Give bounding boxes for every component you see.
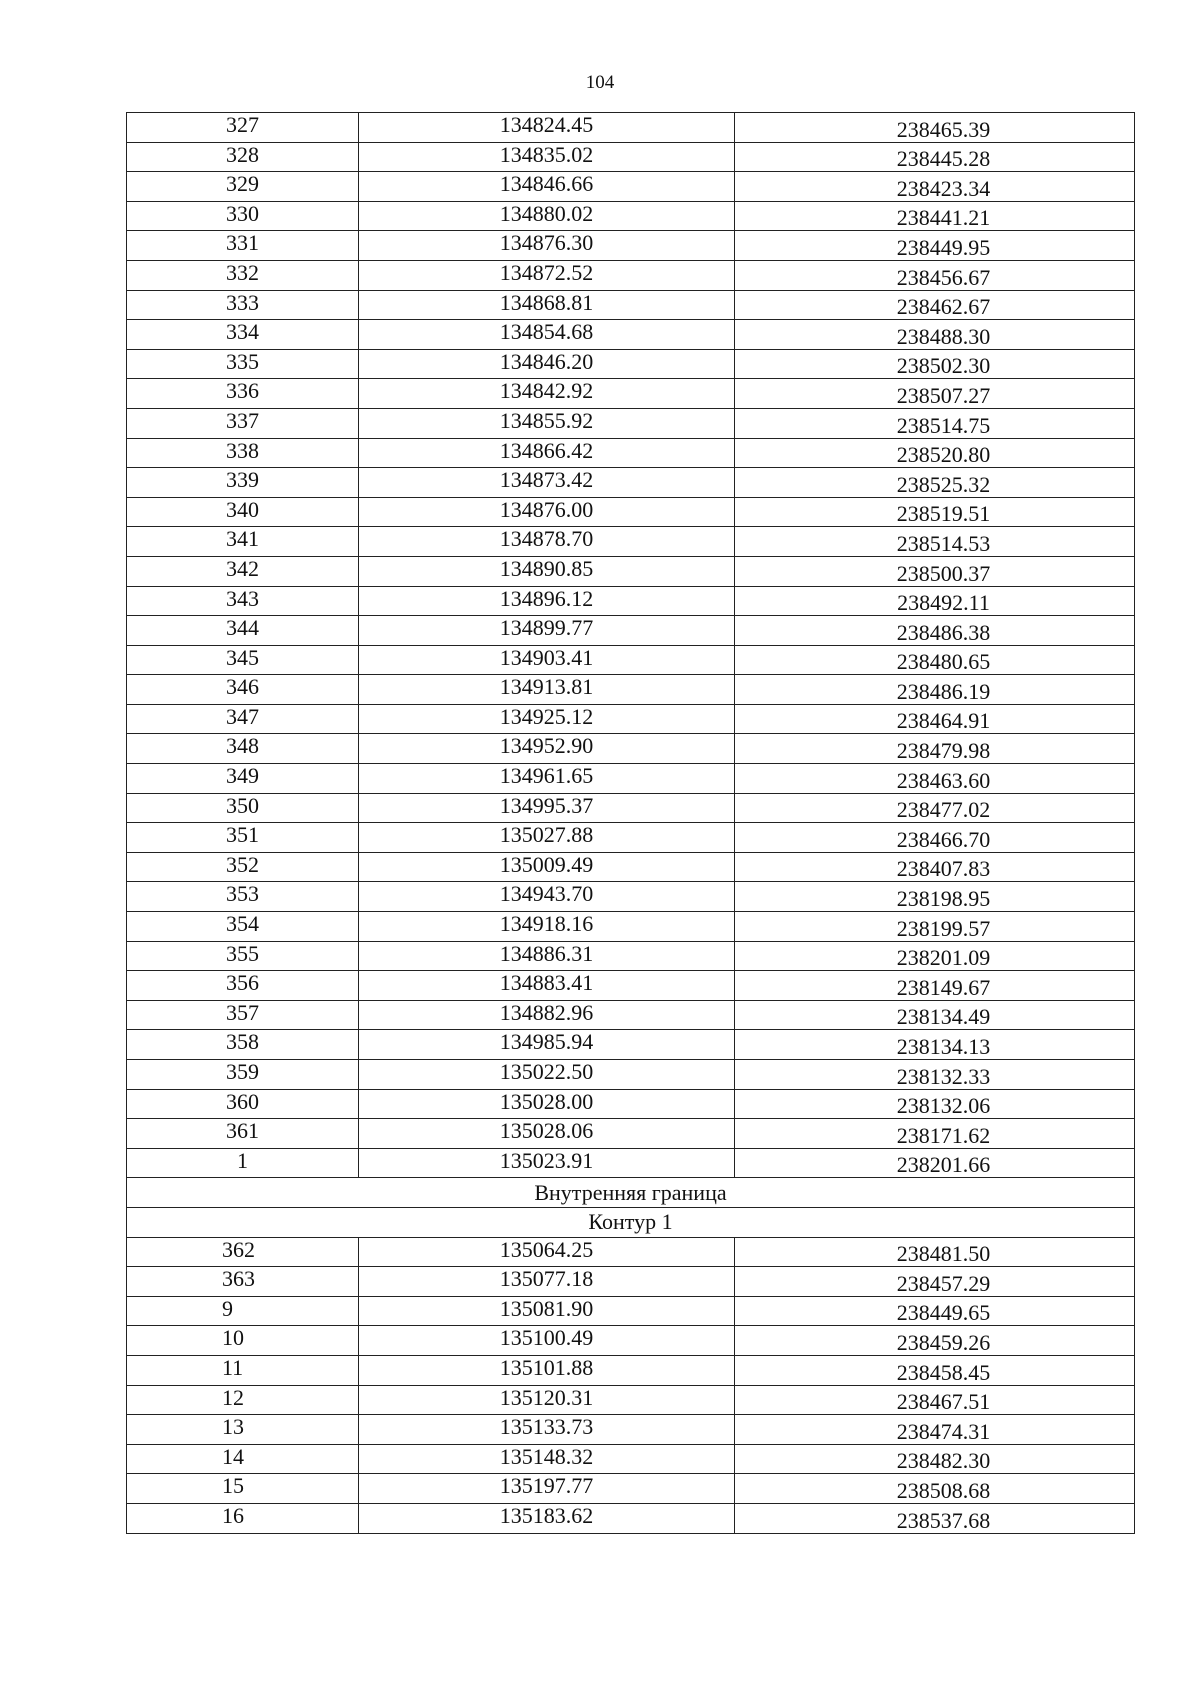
y-coordinate-cell bbox=[735, 1237, 1135, 1267]
point-number: 359 bbox=[127, 1060, 359, 1090]
point-number: 340 bbox=[127, 497, 359, 527]
y-coordinate-cell bbox=[735, 645, 1135, 675]
point-number: 363 bbox=[127, 1267, 359, 1297]
y-coordinate-cell bbox=[735, 882, 1135, 912]
y-coordinate: 238465.39 bbox=[896, 116, 991, 142]
x-coordinate: 135028.06 bbox=[359, 1119, 735, 1149]
y-coordinate-cell bbox=[735, 1385, 1135, 1415]
point-number: 343 bbox=[127, 586, 359, 616]
y-coordinate-cell bbox=[735, 408, 1135, 438]
y-coordinate: 238132.33 bbox=[896, 1063, 991, 1089]
table-row bbox=[127, 1089, 1135, 1119]
y-coordinate: 238514.53 bbox=[896, 530, 991, 556]
x-coordinate: 134846.66 bbox=[359, 172, 735, 202]
table-row bbox=[127, 1148, 1135, 1178]
section-header bbox=[127, 1178, 1135, 1237]
point-number: 347 bbox=[127, 704, 359, 734]
y-coordinate-cell bbox=[735, 1000, 1135, 1030]
y-coordinate: 238502.30 bbox=[896, 353, 991, 379]
table-row bbox=[127, 1385, 1135, 1415]
table-row bbox=[127, 497, 1135, 527]
page-number: 104 bbox=[585, 72, 615, 93]
x-coordinate: 135197.77 bbox=[359, 1474, 735, 1504]
x-coordinate: 134952.90 bbox=[359, 734, 735, 764]
point-number: 357 bbox=[127, 1000, 359, 1030]
y-coordinate: 238198.95 bbox=[896, 886, 991, 912]
x-coordinate: 134854.68 bbox=[359, 320, 735, 350]
y-coordinate: 238423.34 bbox=[896, 175, 991, 201]
table-row bbox=[127, 882, 1135, 912]
x-coordinate: 134873.42 bbox=[359, 468, 735, 498]
table-row bbox=[127, 941, 1135, 971]
y-coordinate-cell bbox=[735, 201, 1135, 231]
y-coordinate: 238477.02 bbox=[896, 797, 991, 823]
point-number: 351 bbox=[127, 823, 359, 853]
x-coordinate: 135120.31 bbox=[359, 1385, 735, 1415]
y-coordinate-cell bbox=[735, 1267, 1135, 1297]
y-coordinate-cell bbox=[735, 764, 1135, 794]
point-number: 336 bbox=[127, 379, 359, 409]
table-row bbox=[127, 379, 1135, 409]
point-number: 330 bbox=[127, 201, 359, 231]
point-number: 350 bbox=[127, 793, 359, 823]
x-coordinate: 134918.16 bbox=[359, 912, 735, 942]
section-title: Внутренняя граница bbox=[127, 1178, 1135, 1208]
y-coordinate: 238508.68 bbox=[896, 1477, 991, 1503]
y-coordinate-cell bbox=[735, 1503, 1135, 1533]
point-number: 355 bbox=[127, 941, 359, 971]
y-coordinate: 238467.51 bbox=[896, 1389, 991, 1415]
contour-title-row bbox=[127, 1207, 1135, 1237]
y-coordinate: 238134.49 bbox=[896, 1004, 991, 1030]
x-coordinate: 134835.02 bbox=[359, 142, 735, 172]
table-row bbox=[127, 971, 1135, 1001]
y-coordinate: 238456.67 bbox=[896, 264, 991, 290]
y-coordinate: 238507.27 bbox=[896, 382, 991, 408]
point-number: 332 bbox=[127, 260, 359, 290]
table-row bbox=[127, 586, 1135, 616]
y-coordinate-cell bbox=[735, 1296, 1135, 1326]
table-row bbox=[127, 1355, 1135, 1385]
y-coordinate-cell bbox=[735, 1474, 1135, 1504]
y-coordinate-cell bbox=[735, 260, 1135, 290]
point-number: 348 bbox=[127, 734, 359, 764]
x-coordinate: 134903.41 bbox=[359, 645, 735, 675]
y-coordinate: 238449.95 bbox=[896, 234, 991, 260]
point-number: 15 bbox=[127, 1474, 359, 1504]
point-number: 9 bbox=[127, 1296, 359, 1326]
x-coordinate: 134876.30 bbox=[359, 231, 735, 261]
y-coordinate: 238445.28 bbox=[896, 146, 991, 172]
table-row bbox=[127, 1474, 1135, 1504]
y-coordinate-cell bbox=[735, 142, 1135, 172]
y-coordinate-cell bbox=[735, 172, 1135, 202]
y-coordinate-cell bbox=[735, 290, 1135, 320]
y-coordinate-cell bbox=[735, 468, 1135, 498]
table-row bbox=[127, 527, 1135, 557]
y-coordinate: 238149.67 bbox=[896, 974, 991, 1000]
y-coordinate-cell bbox=[735, 1326, 1135, 1356]
y-coordinate-cell bbox=[735, 556, 1135, 586]
y-coordinate-cell bbox=[735, 912, 1135, 942]
y-coordinate-cell bbox=[735, 113, 1135, 143]
x-coordinate: 135081.90 bbox=[359, 1296, 735, 1326]
point-number: 328 bbox=[127, 142, 359, 172]
x-coordinate: 134925.12 bbox=[359, 704, 735, 734]
coordinates-table bbox=[126, 112, 1135, 1534]
point-number: 341 bbox=[127, 527, 359, 557]
point-number: 16 bbox=[127, 1503, 359, 1533]
point-number: 361 bbox=[127, 1119, 359, 1149]
point-number: 338 bbox=[127, 438, 359, 468]
table-row bbox=[127, 912, 1135, 942]
y-coordinate-cell bbox=[735, 527, 1135, 557]
table-row bbox=[127, 852, 1135, 882]
point-number: 356 bbox=[127, 971, 359, 1001]
x-coordinate: 134824.45 bbox=[359, 113, 735, 143]
table-row bbox=[127, 764, 1135, 794]
y-coordinate-cell bbox=[735, 971, 1135, 1001]
point-number: 352 bbox=[127, 852, 359, 882]
y-coordinate-cell bbox=[735, 1060, 1135, 1090]
y-coordinate: 238525.32 bbox=[896, 471, 991, 497]
y-coordinate: 238514.75 bbox=[896, 412, 991, 438]
y-coordinate: 238132.06 bbox=[896, 1093, 991, 1119]
y-coordinate: 238201.09 bbox=[896, 945, 991, 971]
point-number: 344 bbox=[127, 616, 359, 646]
table-row bbox=[127, 616, 1135, 646]
y-coordinate: 238519.51 bbox=[896, 501, 991, 527]
y-coordinate: 238449.65 bbox=[896, 1300, 991, 1326]
y-coordinate: 238488.30 bbox=[896, 323, 991, 349]
table-row bbox=[127, 793, 1135, 823]
y-coordinate-cell bbox=[735, 231, 1135, 261]
inner-boundary-rows bbox=[127, 1237, 1135, 1533]
point-number: 337 bbox=[127, 408, 359, 438]
x-coordinate: 135064.25 bbox=[359, 1237, 735, 1267]
y-coordinate-cell bbox=[735, 1444, 1135, 1474]
y-coordinate-cell bbox=[735, 793, 1135, 823]
y-coordinate-cell bbox=[735, 941, 1135, 971]
table-row bbox=[127, 468, 1135, 498]
contour-title: Контур 1 bbox=[127, 1207, 1135, 1237]
table-row bbox=[127, 1000, 1135, 1030]
y-coordinate-cell bbox=[735, 320, 1135, 350]
x-coordinate: 134878.70 bbox=[359, 527, 735, 557]
table-row bbox=[127, 1296, 1135, 1326]
x-coordinate: 134943.70 bbox=[359, 882, 735, 912]
point-number: 335 bbox=[127, 349, 359, 379]
section-title-row bbox=[127, 1178, 1135, 1208]
point-number: 13 bbox=[127, 1415, 359, 1445]
point-number: 349 bbox=[127, 764, 359, 794]
x-coordinate: 134886.31 bbox=[359, 941, 735, 971]
y-coordinate: 238480.65 bbox=[896, 649, 991, 675]
table-row bbox=[127, 113, 1135, 143]
point-number: 10 bbox=[127, 1326, 359, 1356]
x-coordinate: 135022.50 bbox=[359, 1060, 735, 1090]
x-coordinate: 134883.41 bbox=[359, 971, 735, 1001]
point-number: 362 bbox=[127, 1237, 359, 1267]
x-coordinate: 135023.91 bbox=[359, 1148, 735, 1178]
x-coordinate: 134842.92 bbox=[359, 379, 735, 409]
table-row bbox=[127, 645, 1135, 675]
x-coordinate: 134866.42 bbox=[359, 438, 735, 468]
y-coordinate-cell bbox=[735, 1089, 1135, 1119]
y-coordinate: 238537.68 bbox=[896, 1507, 991, 1533]
y-coordinate-cell bbox=[735, 349, 1135, 379]
x-coordinate: 134846.20 bbox=[359, 349, 735, 379]
table-row bbox=[127, 823, 1135, 853]
point-number: 360 bbox=[127, 1089, 359, 1119]
y-coordinate-cell bbox=[735, 1415, 1135, 1445]
y-coordinate: 238479.98 bbox=[896, 738, 991, 764]
table-row bbox=[127, 260, 1135, 290]
y-coordinate: 238466.70 bbox=[896, 826, 991, 852]
x-coordinate: 134876.00 bbox=[359, 497, 735, 527]
table-row bbox=[127, 1060, 1135, 1090]
point-number: 1 bbox=[127, 1148, 359, 1178]
table-row bbox=[127, 1237, 1135, 1267]
x-coordinate: 134985.94 bbox=[359, 1030, 735, 1060]
y-coordinate: 238201.66 bbox=[896, 1152, 991, 1178]
point-number: 331 bbox=[127, 231, 359, 261]
x-coordinate: 135077.18 bbox=[359, 1267, 735, 1297]
x-coordinate: 134899.77 bbox=[359, 616, 735, 646]
y-coordinate-cell bbox=[735, 438, 1135, 468]
y-coordinate-cell bbox=[735, 616, 1135, 646]
point-number: 14 bbox=[127, 1444, 359, 1474]
x-coordinate: 134882.96 bbox=[359, 1000, 735, 1030]
y-coordinate: 238462.67 bbox=[896, 294, 991, 320]
point-number: 334 bbox=[127, 320, 359, 350]
x-coordinate: 134868.81 bbox=[359, 290, 735, 320]
y-coordinate: 238134.13 bbox=[896, 1034, 991, 1059]
point-number: 339 bbox=[127, 468, 359, 498]
point-number: 333 bbox=[127, 290, 359, 320]
point-number: 12 bbox=[127, 1385, 359, 1415]
y-coordinate-cell bbox=[735, 734, 1135, 764]
table-row bbox=[127, 172, 1135, 202]
table-row bbox=[127, 231, 1135, 261]
x-coordinate: 134961.65 bbox=[359, 764, 735, 794]
y-coordinate: 238459.26 bbox=[896, 1329, 991, 1355]
table-row bbox=[127, 704, 1135, 734]
x-coordinate: 134880.02 bbox=[359, 201, 735, 231]
y-coordinate-cell bbox=[735, 852, 1135, 882]
y-coordinate: 238482.30 bbox=[896, 1448, 991, 1474]
table-row bbox=[127, 142, 1135, 172]
point-number: 346 bbox=[127, 675, 359, 705]
table-row bbox=[127, 1326, 1135, 1356]
y-coordinate: 238171.62 bbox=[896, 1122, 991, 1148]
x-coordinate: 134896.12 bbox=[359, 586, 735, 616]
table-row bbox=[127, 675, 1135, 705]
point-number: 353 bbox=[127, 882, 359, 912]
point-number: 11 bbox=[127, 1355, 359, 1385]
x-coordinate: 135101.88 bbox=[359, 1355, 735, 1385]
table-row bbox=[127, 1030, 1135, 1060]
y-coordinate-cell bbox=[735, 1148, 1135, 1178]
y-coordinate-cell bbox=[735, 1030, 1135, 1060]
table-row bbox=[127, 1415, 1135, 1445]
x-coordinate: 134872.52 bbox=[359, 260, 735, 290]
y-coordinate: 238474.31 bbox=[896, 1418, 991, 1444]
table-row bbox=[127, 438, 1135, 468]
y-coordinate-cell bbox=[735, 379, 1135, 409]
x-coordinate: 134913.81 bbox=[359, 675, 735, 705]
y-coordinate: 238520.80 bbox=[896, 442, 991, 468]
y-coordinate-cell bbox=[735, 675, 1135, 705]
x-coordinate: 135133.73 bbox=[359, 1415, 735, 1445]
table-row bbox=[127, 290, 1135, 320]
y-coordinate: 238463.60 bbox=[896, 767, 991, 793]
point-number: 327 bbox=[127, 113, 359, 143]
table-row bbox=[127, 734, 1135, 764]
x-coordinate: 135100.49 bbox=[359, 1326, 735, 1356]
y-coordinate-cell bbox=[735, 497, 1135, 527]
y-coordinate: 238492.11 bbox=[897, 590, 990, 616]
table-row bbox=[127, 320, 1135, 350]
point-number: 342 bbox=[127, 556, 359, 586]
table-row bbox=[127, 201, 1135, 231]
y-coordinate: 238199.57 bbox=[896, 915, 991, 941]
x-coordinate: 134855.92 bbox=[359, 408, 735, 438]
x-coordinate: 135183.62 bbox=[359, 1503, 735, 1533]
x-coordinate: 134995.37 bbox=[359, 793, 735, 823]
y-coordinate: 238457.29 bbox=[896, 1270, 991, 1296]
table-row bbox=[127, 408, 1135, 438]
y-coordinate-cell bbox=[735, 823, 1135, 853]
point-number: 354 bbox=[127, 912, 359, 942]
y-coordinate-cell bbox=[735, 1119, 1135, 1149]
y-coordinate-cell bbox=[735, 586, 1135, 616]
y-coordinate: 238464.91 bbox=[896, 708, 991, 734]
point-number: 358 bbox=[127, 1030, 359, 1060]
x-coordinate: 135148.32 bbox=[359, 1444, 735, 1474]
y-coordinate: 238486.38 bbox=[896, 619, 991, 645]
x-coordinate: 135028.00 bbox=[359, 1089, 735, 1119]
x-coordinate: 135027.88 bbox=[359, 823, 735, 853]
outer-boundary-rows bbox=[127, 113, 1135, 1178]
x-coordinate: 134890.85 bbox=[359, 556, 735, 586]
table-row bbox=[127, 1444, 1135, 1474]
y-coordinate: 238500.37 bbox=[896, 560, 991, 586]
y-coordinate-cell bbox=[735, 1355, 1135, 1385]
point-number: 345 bbox=[127, 645, 359, 675]
point-number: 329 bbox=[127, 172, 359, 202]
y-coordinate-cell bbox=[735, 704, 1135, 734]
table-row bbox=[127, 556, 1135, 586]
table-row bbox=[127, 1119, 1135, 1149]
table-row bbox=[127, 1267, 1135, 1297]
y-coordinate: 238458.45 bbox=[896, 1359, 991, 1385]
x-coordinate: 135009.49 bbox=[359, 852, 735, 882]
y-coordinate: 238407.83 bbox=[896, 856, 991, 882]
y-coordinate: 238481.50 bbox=[896, 1241, 991, 1267]
y-coordinate: 238441.21 bbox=[896, 205, 991, 231]
y-coordinate: 238486.19 bbox=[896, 678, 991, 704]
table-row bbox=[127, 349, 1135, 379]
table-row bbox=[127, 1503, 1135, 1533]
